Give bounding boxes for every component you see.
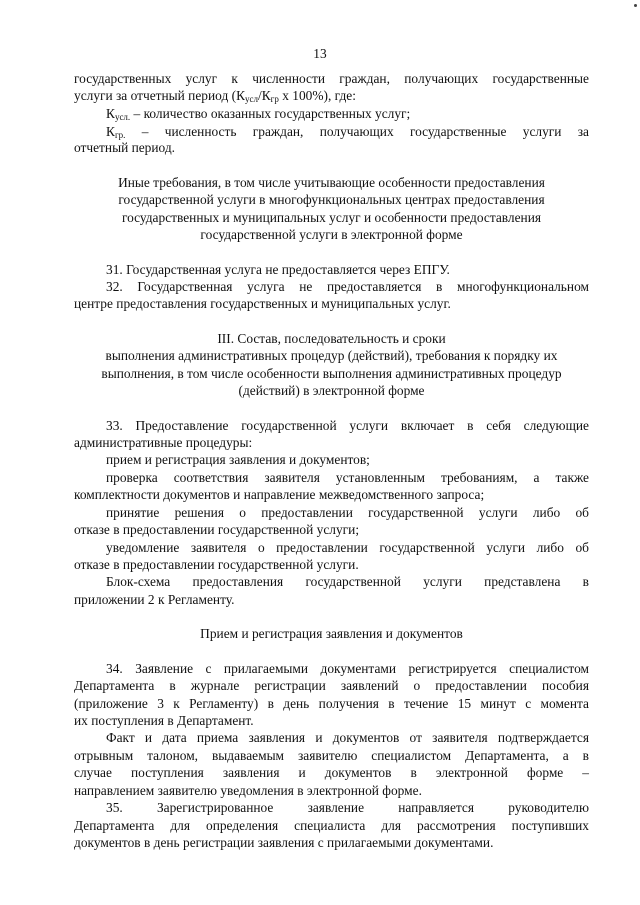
procedure-item: принятие решения о предоставлении государственной услуги либо об: [106, 505, 589, 520]
paragraph-34-line: Департамента в журнале регистрации заявлений о предоставлении пособия: [74, 678, 589, 693]
paragraph-34-line: их поступления в Департамент.: [74, 713, 254, 728]
section-3-heading-line: выполнения, в том числе особенности выполнения административных процедур: [101, 366, 562, 381]
intro-formula-line: услуги за отчетный период ($К_{усл}/К_{гр}$ х 100%), где:: [74, 88, 356, 104]
definition-k-usl: $К_{усл.}$ – количество оказанных государственных услуг;: [106, 106, 411, 122]
procedure-item-cont: отказе в предоставлении государственной услуги.: [74, 557, 359, 572]
page-number: 13: [313, 46, 327, 61]
section-3-heading-line: (действий) в электронной форме: [238, 383, 425, 398]
paragraph-34-line: (приложение 3 к Регламенту) в день получения в течение 15 минут с момента: [74, 696, 589, 711]
procedure-item: прием и регистрация заявления и документов;: [106, 452, 370, 467]
heading-other-line: государственной услуги в многофункциональных центрах предоставления: [118, 192, 545, 207]
definition-k-gr-cont: отчетный период.: [74, 140, 176, 155]
section-3-heading: III. Состав, последовательность и сроки: [217, 331, 446, 346]
paragraph-34-line: направлением заявителю уведомления в электронной форме.: [74, 783, 422, 798]
paragraph-31: 31. Государственная услуга не предоставляется через ЕПГУ.: [106, 262, 450, 277]
procedure-item-cont: отказе в предоставлении государственной услуги;: [74, 522, 360, 537]
definition-k-gr: $К_{гр.}$ – численность граждан, получающих государственные услуги за: [106, 124, 589, 140]
paragraph-32-cont: центре предоставления государственных и муниципальных услуг.: [74, 296, 451, 311]
paragraph-35-line: Департамента для определения специалиста для рассмотрения поступивших: [74, 818, 589, 833]
paragraph-32: 32. Государственная услуга не предоставляется в многофункциональном: [106, 279, 589, 294]
paragraph-34: 34. Заявление с прилагаемыми документами регистрируется специалистом: [106, 661, 589, 676]
paragraph-33-line: административные процедуры:: [74, 435, 253, 450]
paragraph-34-line: Факт и дата приема заявления и документов от заявителя подтверждается: [106, 730, 589, 745]
heading-other-line: государственных и муниципальных услуг и особенности предоставления: [121, 210, 542, 225]
paragraph-35-line: документов в день регистрации заявления с прилагаемыми документами.: [74, 835, 494, 850]
procedure-item: проверка соответствия заявителя установленным требованиям, а также: [106, 470, 589, 485]
heading-other-line: государственной услуги в электронной форме: [200, 227, 463, 242]
procedure-item: уведомление заявителя о предоставлении государственной услуги либо об: [106, 540, 589, 555]
heading-other-line: Иные требования, в том числе учитывающие особенности предоставления: [118, 175, 545, 190]
paragraph-35: 35. Зарегистрированное заявление направляется руководителю: [106, 800, 589, 815]
paragraph-34-line: отрывным талоном, выдаваемым заявителю специалистом Департамента, а в: [74, 748, 589, 763]
scan-mark: [634, 4, 637, 7]
heading-reception: Прием и регистрация заявления и документов: [200, 626, 463, 641]
paragraph-34-line: случае поступления заявления и документов в электронной форме –: [74, 765, 589, 780]
paragraph-33: 33. Предоставление государственной услуги включает в себя следующие: [106, 418, 589, 433]
section-3-heading-line: выполнения административных процедур (действий), требования к порядку их: [105, 348, 558, 363]
flowchart-reference: Блок-схема предоставления государственной услуги представлена в: [106, 574, 589, 589]
flowchart-reference-cont: приложении 2 к Регламенту.: [74, 592, 235, 607]
intro-line: государственных услуг к численности граждан, получающих государственные: [74, 71, 589, 86]
procedure-item-cont: комплектности документов и направление межведомственного запроса;: [74, 487, 485, 502]
